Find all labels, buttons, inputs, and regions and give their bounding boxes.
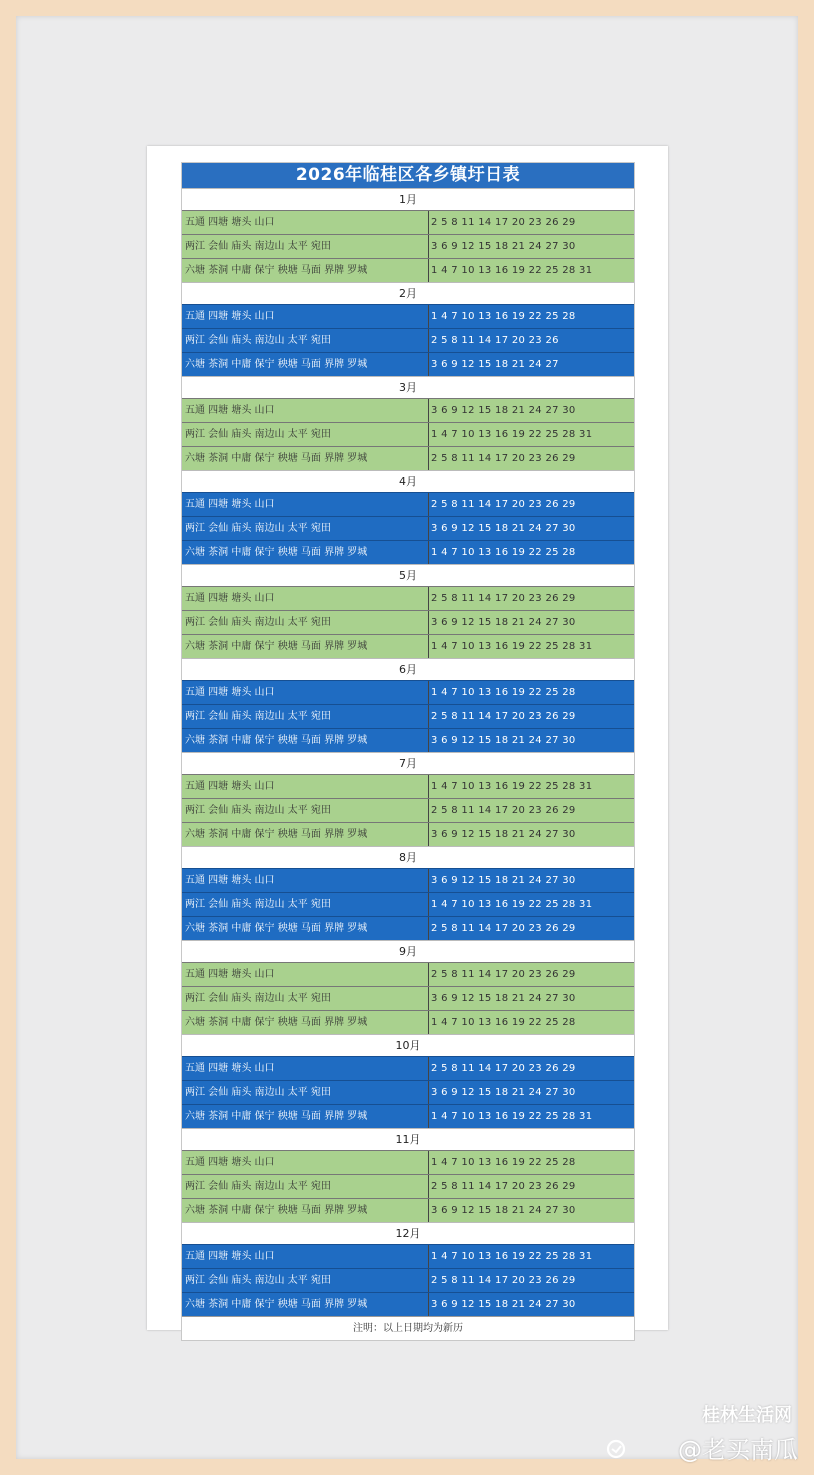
- table-row: [182, 774, 634, 798]
- town-list: 五通 四塘 塘头 山口: [182, 1057, 429, 1080]
- month-block: [182, 188, 634, 282]
- table-row: [182, 586, 634, 610]
- town-list: 六塘 茶洞 中庸 保宁 秧塘 马面 界牌 罗城: [182, 1105, 429, 1128]
- market-dates: 2 5 8 11 14 17 20 23 26 29: [431, 1275, 576, 1286]
- town-list: 两江 会仙 庙头 南边山 太平 宛田: [182, 705, 429, 728]
- town-list: 五通 四塘 塘头 山口: [182, 587, 429, 610]
- town-list: 六塘 茶洞 中庸 保宁 秧塘 马面 界牌 罗城: [182, 1199, 429, 1222]
- month-block: [182, 1034, 634, 1128]
- market-dates: 3 6 9 12 15 18 21 24 27 30: [431, 617, 576, 628]
- table-row: [182, 352, 634, 376]
- month-block: [182, 1128, 634, 1222]
- town-list: 五通 四塘 塘头 山口: [182, 775, 429, 798]
- month-header: 4月: [182, 470, 634, 492]
- town-list: 五通 四塘 塘头 山口: [182, 681, 429, 704]
- town-list: 六塘 茶洞 中庸 保宁 秧塘 马面 界牌 罗城: [182, 635, 429, 658]
- town-list: 两江 会仙 庙头 南边山 太平 宛田: [182, 1269, 429, 1292]
- table-row: [182, 798, 634, 822]
- market-dates: 2 5 8 11 14 17 20 23 26 29: [431, 711, 576, 722]
- table-row: [182, 1198, 634, 1222]
- market-dates: 1 4 7 10 13 16 19 22 25 28 31: [431, 781, 593, 792]
- town-list: 五通 四塘 塘头 山口: [182, 869, 429, 892]
- market-dates: 1 4 7 10 13 16 19 22 25 28 31: [431, 1111, 593, 1122]
- table-row: [182, 868, 634, 892]
- market-dates: 2 5 8 11 14 17 20 23 26 29: [431, 1063, 576, 1074]
- month-header: 6月: [182, 658, 634, 680]
- town-list: 六塘 茶洞 中庸 保宁 秧塘 马面 界牌 罗城: [182, 447, 429, 470]
- market-dates: 1 4 7 10 13 16 19 22 25 28: [431, 687, 576, 698]
- market-dates: 2 5 8 11 14 17 20 23 26 29: [431, 923, 576, 934]
- town-list: 五通 四塘 塘头 山口: [182, 305, 429, 328]
- town-list: 两江 会仙 庙头 南边山 太平 宛田: [182, 611, 429, 634]
- town-list: 两江 会仙 庙头 南边山 太平 宛田: [182, 799, 429, 822]
- town-list: 两江 会仙 庙头 南边山 太平 宛田: [182, 423, 429, 446]
- month-block: [182, 470, 634, 564]
- month-header: 5月: [182, 564, 634, 586]
- table-row: [182, 1268, 634, 1292]
- table-row: [182, 258, 634, 282]
- table-row: [182, 986, 634, 1010]
- month-header: 2月: [182, 282, 634, 304]
- market-dates: 3 6 9 12 15 18 21 24 27 30: [431, 993, 576, 1004]
- month-header: 12月: [182, 1222, 634, 1244]
- market-dates: 1 4 7 10 13 16 19 22 25 28 31: [431, 641, 593, 652]
- market-day-table: [181, 162, 635, 1341]
- month-block: [182, 376, 634, 470]
- town-list: 六塘 茶洞 中庸 保宁 秧塘 马面 界牌 罗城: [182, 917, 429, 940]
- table-row: [182, 304, 634, 328]
- month-header: 7月: [182, 752, 634, 774]
- town-list: 六塘 茶洞 中庸 保宁 秧塘 马面 界牌 罗城: [182, 541, 429, 564]
- table-row: [182, 516, 634, 540]
- table-row: [182, 1104, 634, 1128]
- town-list: 五通 四塘 塘头 山口: [182, 1151, 429, 1174]
- month-block: [182, 564, 634, 658]
- town-list: 两江 会仙 庙头 南边山 太平 宛田: [182, 329, 429, 352]
- month-block: [182, 752, 634, 846]
- table-row: [182, 610, 634, 634]
- market-dates: 3 6 9 12 15 18 21 24 27 30: [431, 241, 576, 252]
- table-row: [182, 1174, 634, 1198]
- table-row: [182, 1080, 634, 1104]
- town-list: 六塘 茶洞 中庸 保宁 秧塘 马面 界牌 罗城: [182, 353, 429, 376]
- footnote: 注明：以上日期均为新历: [182, 1316, 634, 1340]
- town-list: 两江 会仙 庙头 南边山 太平 宛田: [182, 987, 429, 1010]
- town-list: 两江 会仙 庙头 南边山 太平 宛田: [182, 517, 429, 540]
- table-row: [182, 328, 634, 352]
- month-block: [182, 1222, 634, 1316]
- table-row: [182, 210, 634, 234]
- town-list: 六塘 茶洞 中庸 保宁 秧塘 马面 界牌 罗城: [182, 1011, 429, 1034]
- market-dates: 1 4 7 10 13 16 19 22 25 28 31: [431, 265, 593, 276]
- market-dates: 2 5 8 11 14 17 20 23 26: [431, 335, 559, 346]
- town-list: 五通 四塘 塘头 山口: [182, 493, 429, 516]
- table-title: 2026年临桂区各乡镇圩日表: [182, 163, 634, 188]
- table-row: [182, 1010, 634, 1034]
- table-row: [182, 634, 634, 658]
- town-list: 五通 四塘 塘头 山口: [182, 399, 429, 422]
- table-row: [182, 422, 634, 446]
- table-row: [182, 446, 634, 470]
- month-block: [182, 940, 634, 1034]
- market-dates: 2 5 8 11 14 17 20 23 26 29: [431, 1181, 576, 1192]
- table-row: [182, 704, 634, 728]
- month-header: 3月: [182, 376, 634, 398]
- town-list: 五通 四塘 塘头 山口: [182, 1245, 429, 1268]
- market-dates: 1 4 7 10 13 16 19 22 25 28: [431, 1017, 576, 1028]
- table-row: [182, 1150, 634, 1174]
- month-block: [182, 846, 634, 940]
- market-dates: 2 5 8 11 14 17 20 23 26 29: [431, 593, 576, 604]
- table-row: [182, 234, 634, 258]
- market-dates: 3 6 9 12 15 18 21 24 27 30: [431, 1205, 576, 1216]
- market-dates: 1 4 7 10 13 16 19 22 25 28: [431, 311, 576, 322]
- market-dates: 3 6 9 12 15 18 21 24 27 30: [431, 829, 576, 840]
- market-dates: 3 6 9 12 15 18 21 24 27: [431, 359, 559, 370]
- month-header: 1月: [182, 188, 634, 210]
- month-header: 8月: [182, 846, 634, 868]
- town-list: 六塘 茶洞 中庸 保宁 秧塘 马面 界牌 罗城: [182, 259, 429, 282]
- market-dates: 3 6 9 12 15 18 21 24 27 30: [431, 405, 576, 416]
- market-dates: 1 4 7 10 13 16 19 22 25 28: [431, 1157, 576, 1168]
- town-list: 两江 会仙 庙头 南边山 太平 宛田: [182, 1175, 429, 1198]
- town-list: 六塘 茶洞 中庸 保宁 秧塘 马面 界牌 罗城: [182, 1293, 429, 1316]
- months-container: [182, 188, 634, 1316]
- table-row: [182, 892, 634, 916]
- month-header: 9月: [182, 940, 634, 962]
- market-dates: 2 5 8 11 14 17 20 23 26 29: [431, 453, 576, 464]
- table-row: [182, 822, 634, 846]
- month-block: [182, 282, 634, 376]
- market-dates: 1 4 7 10 13 16 19 22 25 28 31: [431, 429, 593, 440]
- site-watermark: 桂林生活网: [702, 1405, 792, 1426]
- market-dates: 3 6 9 12 15 18 21 24 27 30: [431, 523, 576, 534]
- author-handle: @老买南瓜: [678, 1436, 798, 1464]
- town-list: 两江 会仙 庙头 南边山 太平 宛田: [182, 893, 429, 916]
- month-block: [182, 658, 634, 752]
- table-row: [182, 916, 634, 940]
- table-row: [182, 540, 634, 564]
- town-list: 两江 会仙 庙头 南边山 太平 宛田: [182, 1081, 429, 1104]
- town-list: 六塘 茶洞 中庸 保宁 秧塘 马面 界牌 罗城: [182, 823, 429, 846]
- market-dates: 2 5 8 11 14 17 20 23 26 29: [431, 969, 576, 980]
- table-row: [182, 1244, 634, 1268]
- table-row: [182, 728, 634, 752]
- table-row: [182, 398, 634, 422]
- market-dates: 2 5 8 11 14 17 20 23 26 29: [431, 805, 576, 816]
- table-row: [182, 492, 634, 516]
- town-list: 五通 四塘 塘头 山口: [182, 963, 429, 986]
- table-row: [182, 962, 634, 986]
- month-header: 11月: [182, 1128, 634, 1150]
- market-dates: 1 4 7 10 13 16 19 22 25 28 31: [431, 1251, 593, 1262]
- market-dates: 1 4 7 10 13 16 19 22 25 28 31: [431, 899, 593, 910]
- town-list: 五通 四塘 塘头 山口: [182, 211, 429, 234]
- market-dates: 2 5 8 11 14 17 20 23 26 29: [431, 499, 576, 510]
- table-row: [182, 680, 634, 704]
- platform-logo-icon: [604, 1437, 628, 1461]
- market-dates: 3 6 9 12 15 18 21 24 27 30: [431, 1087, 576, 1098]
- market-dates: 1 4 7 10 13 16 19 22 25 28: [431, 547, 576, 558]
- market-dates: 3 6 9 12 15 18 21 24 27 30: [431, 1299, 576, 1310]
- town-list: 六塘 茶洞 中庸 保宁 秧塘 马面 界牌 罗城: [182, 729, 429, 752]
- month-header: 10月: [182, 1034, 634, 1056]
- table-row: [182, 1056, 634, 1080]
- town-list: 两江 会仙 庙头 南边山 太平 宛田: [182, 235, 429, 258]
- table-row: [182, 1292, 634, 1316]
- market-dates: 3 6 9 12 15 18 21 24 27 30: [431, 875, 576, 886]
- market-dates: 2 5 8 11 14 17 20 23 26 29: [431, 217, 576, 228]
- market-dates: 3 6 9 12 15 18 21 24 27 30: [431, 735, 576, 746]
